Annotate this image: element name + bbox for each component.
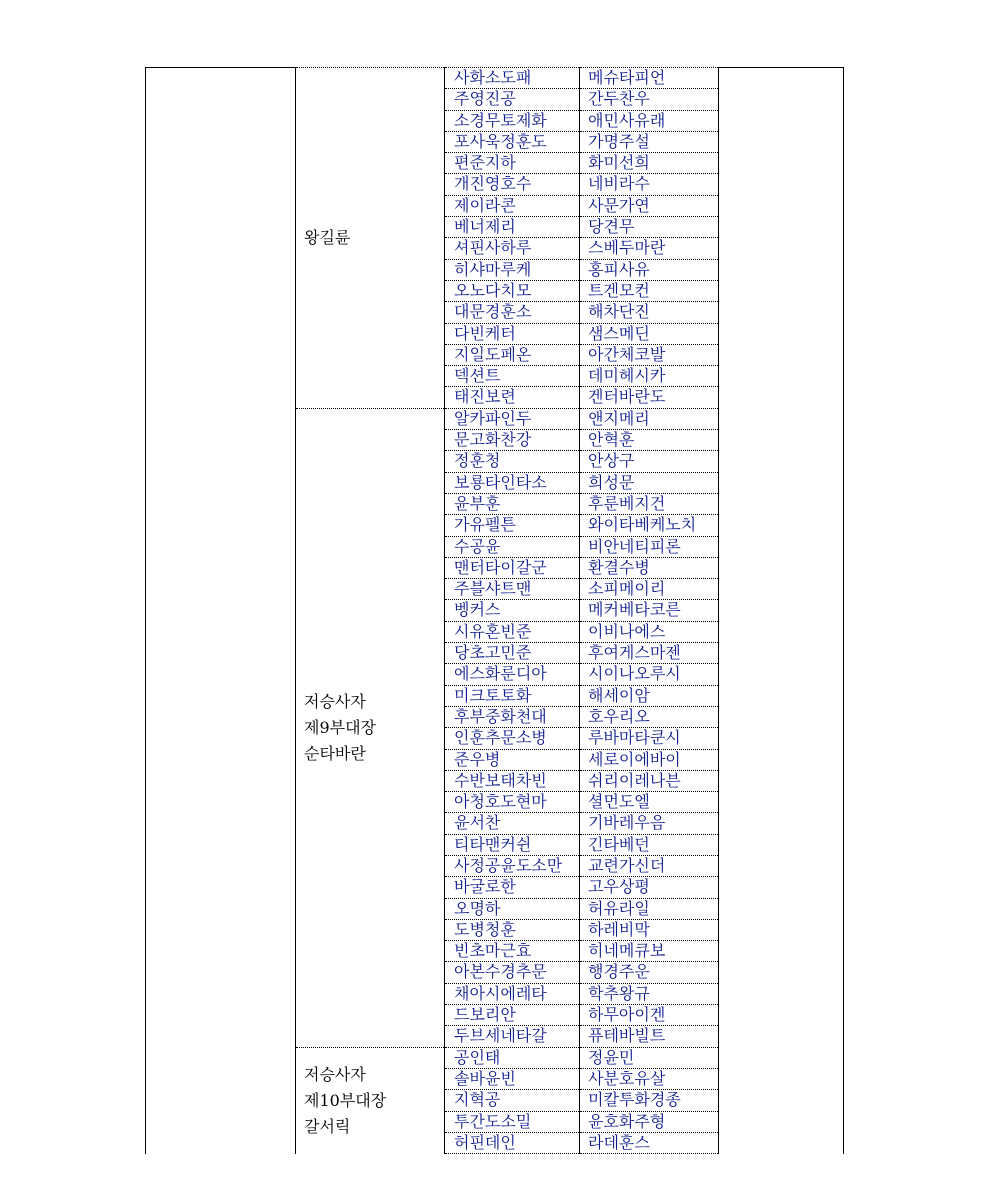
name-cell-left <box>445 195 580 216</box>
member-name: 채아시에레타 <box>454 983 547 1003</box>
name-cell-left <box>445 174 580 195</box>
member-name: 솔바윤빈 <box>454 1068 516 1088</box>
member-name: 긴타베던 <box>588 834 650 854</box>
member-name: 가유펠튼 <box>454 515 516 535</box>
group-label-cell <box>296 408 445 1047</box>
name-cell-right <box>580 344 719 365</box>
name-cell-left <box>445 877 580 898</box>
member-name: 에스화룬디아 <box>454 664 547 684</box>
name-cell-right <box>580 515 719 536</box>
member-name: 소피메이리 <box>588 579 666 599</box>
member-name: 메슈타피언 <box>588 68 666 87</box>
member-name: 문고화찬강 <box>454 430 532 450</box>
name-cell-right <box>580 919 719 940</box>
member-name: 메커베타코른 <box>588 600 681 620</box>
group-label-cell <box>296 1047 445 1153</box>
name-cell-right <box>580 1026 719 1047</box>
member-name: 간두찬우 <box>588 89 650 109</box>
member-name: 히네메큐보 <box>588 941 666 961</box>
name-cell-left <box>445 962 580 983</box>
name-cell-left <box>445 280 580 301</box>
name-cell-left <box>445 834 580 855</box>
member-name: 히샤마루케 <box>454 259 532 279</box>
name-cell-left <box>445 941 580 962</box>
name-cell-left <box>445 1005 580 1026</box>
member-name: 비안네티피론 <box>588 536 681 556</box>
member-name: 준우병 <box>454 749 501 769</box>
member-name: 당초고민준 <box>454 643 532 663</box>
member-name: 후부중화천대 <box>454 706 547 726</box>
member-name: 겐터바란도 <box>588 387 666 407</box>
roster-table-body <box>146 68 844 1154</box>
name-cell-right <box>580 1090 719 1111</box>
name-cell-left <box>445 983 580 1004</box>
name-cell-left <box>445 1068 580 1089</box>
empty-left-column <box>146 68 296 1154</box>
member-name: 두브세네타갈 <box>454 1026 547 1046</box>
name-cell-right <box>580 387 719 408</box>
name-cell-right <box>580 472 719 493</box>
member-name: 맨터타이갈군 <box>454 557 547 577</box>
name-cell-right <box>580 1068 719 1089</box>
name-cell-right <box>580 855 719 876</box>
name-cell-left <box>445 387 580 408</box>
name-cell-right <box>580 195 719 216</box>
member-name: 바굴로한 <box>454 877 516 897</box>
member-name: 공인태 <box>454 1047 501 1067</box>
member-name: 홍피사유 <box>588 259 650 279</box>
name-cell-left <box>445 1111 580 1132</box>
member-name: 데미헤시카 <box>588 366 666 386</box>
member-name: 세로이에바이 <box>588 749 681 769</box>
name-cell-left <box>445 898 580 919</box>
member-name: 당견무 <box>588 217 635 237</box>
name-cell-right <box>580 238 719 259</box>
member-name: 화미선희 <box>588 153 650 173</box>
name-cell-right <box>580 408 719 429</box>
name-cell-right <box>580 493 719 514</box>
member-name: 희성문 <box>588 472 635 492</box>
name-cell-right <box>580 643 719 664</box>
name-cell-right <box>580 792 719 813</box>
name-cell-right <box>580 983 719 1004</box>
member-name: 태진보련 <box>454 387 516 407</box>
member-name: 허유라일 <box>588 898 650 918</box>
name-cell-left <box>445 792 580 813</box>
name-cell-left <box>445 323 580 344</box>
name-cell-right <box>580 1047 719 1068</box>
member-name: 사문가연 <box>588 195 650 215</box>
member-name: 보룡타인타소 <box>454 472 547 492</box>
member-name: 정윤민 <box>588 1047 635 1067</box>
roster-table <box>145 67 844 1154</box>
empty-right-column <box>719 68 844 1154</box>
name-cell-right <box>580 110 719 131</box>
group-label: 저승사자 제10부대장 갈서릭 <box>304 1064 387 1136</box>
name-cell-right <box>580 813 719 834</box>
member-name: 알카파인두 <box>454 408 532 428</box>
name-cell-left <box>445 515 580 536</box>
member-name: 기바레우음 <box>588 813 666 833</box>
member-name: 쉬리이레나븐 <box>588 770 681 790</box>
member-name: 아본수경추문 <box>454 962 547 982</box>
name-cell-right <box>580 259 719 280</box>
member-name: 사정공윤도소만 <box>454 855 563 875</box>
group-label-cell <box>296 68 445 409</box>
name-cell-left <box>445 685 580 706</box>
member-name: 주블샤트맨 <box>454 579 532 599</box>
member-name: 고우상평 <box>588 877 650 897</box>
member-name: 소경무토제화 <box>454 110 547 130</box>
group-label: 왕길륜 <box>304 227 351 247</box>
member-name: 빈초마근효 <box>454 941 532 961</box>
member-name: 드보리안 <box>454 1005 516 1025</box>
member-name: 허핀데인 <box>454 1132 516 1152</box>
name-cell-right <box>580 89 719 110</box>
member-name: 정훈청 <box>454 451 501 471</box>
group-label: 저승사자 제9부대장 순타바란 <box>304 691 377 763</box>
name-cell-right <box>580 877 719 898</box>
name-cell-right <box>580 131 719 152</box>
name-cell-left <box>445 430 580 451</box>
member-name: 하레비막 <box>588 919 650 939</box>
name-cell-left <box>445 472 580 493</box>
member-name: 지일도페온 <box>454 344 532 364</box>
member-name: 시유혼빈준 <box>454 621 532 641</box>
name-cell-right <box>580 685 719 706</box>
name-cell-right <box>580 153 719 174</box>
member-name: 수반보태차빈 <box>454 770 547 790</box>
member-name: 아간체코발 <box>588 344 666 364</box>
name-cell-left <box>445 600 580 621</box>
member-name: 와이타베케노치 <box>588 515 697 535</box>
name-cell-left <box>445 579 580 600</box>
name-cell-right <box>580 1005 719 1026</box>
member-name: 아청호도현마 <box>454 792 547 812</box>
member-name: 셜먼도엘 <box>588 792 650 812</box>
name-cell-left <box>445 621 580 642</box>
name-cell-right <box>580 217 719 238</box>
member-name: 행경주운 <box>588 962 650 982</box>
name-cell-left <box>445 557 580 578</box>
member-name: 환결수병 <box>588 557 650 577</box>
name-cell-left <box>445 664 580 685</box>
name-cell-right <box>580 536 719 557</box>
member-name: 주영진공 <box>454 89 516 109</box>
name-cell-left <box>445 68 580 89</box>
name-cell-left <box>445 153 580 174</box>
member-name: 가명주설 <box>588 131 650 151</box>
member-name: 셔핀사하루 <box>454 238 532 258</box>
member-name: 수공윤 <box>454 536 501 556</box>
member-name: 오노다치모 <box>454 280 532 300</box>
name-cell-left <box>445 89 580 110</box>
member-name: 안상구 <box>588 451 635 471</box>
member-name: 개진영호수 <box>454 174 532 194</box>
table-row <box>146 68 844 89</box>
member-name: 호우리오 <box>588 706 650 726</box>
member-name: 투간도소밀 <box>454 1111 532 1131</box>
name-cell-left <box>445 1047 580 1068</box>
name-cell-right <box>580 557 719 578</box>
name-cell-left <box>445 408 580 429</box>
name-cell-left <box>445 770 580 791</box>
member-name: 라데훈스 <box>588 1132 650 1152</box>
name-cell-right <box>580 68 719 89</box>
name-cell-left <box>445 1132 580 1153</box>
name-cell-left <box>445 366 580 387</box>
member-name: 트겐모컨 <box>588 280 650 300</box>
member-name: 하무아이겐 <box>588 1005 666 1025</box>
member-name: 안혁훈 <box>588 430 635 450</box>
member-name: 베너제리 <box>454 217 516 237</box>
name-cell-left <box>445 706 580 727</box>
name-cell-left <box>445 110 580 131</box>
name-cell-right <box>580 664 719 685</box>
member-name: 도병청훈 <box>454 919 516 939</box>
name-cell-left <box>445 259 580 280</box>
member-name: 후여게스마젠 <box>588 643 681 663</box>
member-name: 지혁공 <box>454 1090 501 1110</box>
name-cell-left <box>445 238 580 259</box>
name-cell-left <box>445 1026 580 1047</box>
member-name: 이비나에스 <box>588 621 666 641</box>
member-name: 사화소도패 <box>454 68 532 87</box>
name-cell-left <box>445 813 580 834</box>
name-cell-right <box>580 941 719 962</box>
member-name: 편준지하 <box>454 153 516 173</box>
member-name: 윤호화주형 <box>588 1111 666 1131</box>
name-cell-left <box>445 855 580 876</box>
member-name: 시이나오루시 <box>588 664 681 684</box>
name-cell-right <box>580 728 719 749</box>
member-name: 네비라수 <box>588 174 650 194</box>
name-cell-right <box>580 579 719 600</box>
name-cell-right <box>580 1111 719 1132</box>
member-name: 퓨테바빌트 <box>588 1026 666 1046</box>
member-name: 오명하 <box>454 898 501 918</box>
name-cell-right <box>580 280 719 301</box>
name-cell-left <box>445 451 580 472</box>
member-name: 윤부훈 <box>454 493 501 513</box>
name-cell-left <box>445 217 580 238</box>
name-cell-right <box>580 1132 719 1153</box>
name-cell-left <box>445 493 580 514</box>
member-name: 벵커스 <box>454 600 501 620</box>
name-cell-right <box>580 323 719 344</box>
member-name: 학추왕규 <box>588 983 650 1003</box>
name-cell-right <box>580 834 719 855</box>
member-name: 덱션트 <box>454 366 501 386</box>
name-cell-right <box>580 600 719 621</box>
member-name: 대문경훈소 <box>454 302 532 322</box>
name-cell-right <box>580 302 719 323</box>
name-cell-right <box>580 366 719 387</box>
member-name: 해차단진 <box>588 302 650 322</box>
member-name: 후룬베지건 <box>588 493 666 513</box>
member-name: 제이라콘 <box>454 195 516 215</box>
member-name: 미칼투화경종 <box>588 1090 681 1110</box>
member-name: 미크토토화 <box>454 685 532 705</box>
member-name: 다빈케터 <box>454 323 516 343</box>
member-name: 교련가신더 <box>588 855 666 875</box>
member-name: 포사욱정훈도 <box>454 131 547 151</box>
member-name: 애민사유래 <box>588 110 666 130</box>
member-name: 샘스메딘 <box>588 323 650 343</box>
member-name: 해세이암 <box>588 685 650 705</box>
name-cell-right <box>580 770 719 791</box>
name-cell-right <box>580 706 719 727</box>
name-cell-left <box>445 728 580 749</box>
name-cell-right <box>580 174 719 195</box>
name-cell-left <box>445 919 580 940</box>
name-cell-right <box>580 962 719 983</box>
member-name: 앤지메리 <box>588 408 650 428</box>
member-name: 사분호유살 <box>588 1068 666 1088</box>
name-cell-right <box>580 430 719 451</box>
name-cell-left <box>445 536 580 557</box>
member-name: 티타맨커쉰 <box>454 834 532 854</box>
name-cell-right <box>580 749 719 770</box>
member-name: 윤서찬 <box>454 813 501 833</box>
name-cell-left <box>445 344 580 365</box>
name-cell-left <box>445 643 580 664</box>
name-cell-left <box>445 131 580 152</box>
name-cell-right <box>580 898 719 919</box>
member-name: 스베두마란 <box>588 238 666 258</box>
name-cell-left <box>445 749 580 770</box>
member-name: 루바마타쿤시 <box>588 728 681 748</box>
name-cell-right <box>580 621 719 642</box>
name-cell-left <box>445 302 580 323</box>
member-name: 인훈추문소병 <box>454 728 547 748</box>
name-cell-right <box>580 451 719 472</box>
name-cell-left <box>445 1090 580 1111</box>
